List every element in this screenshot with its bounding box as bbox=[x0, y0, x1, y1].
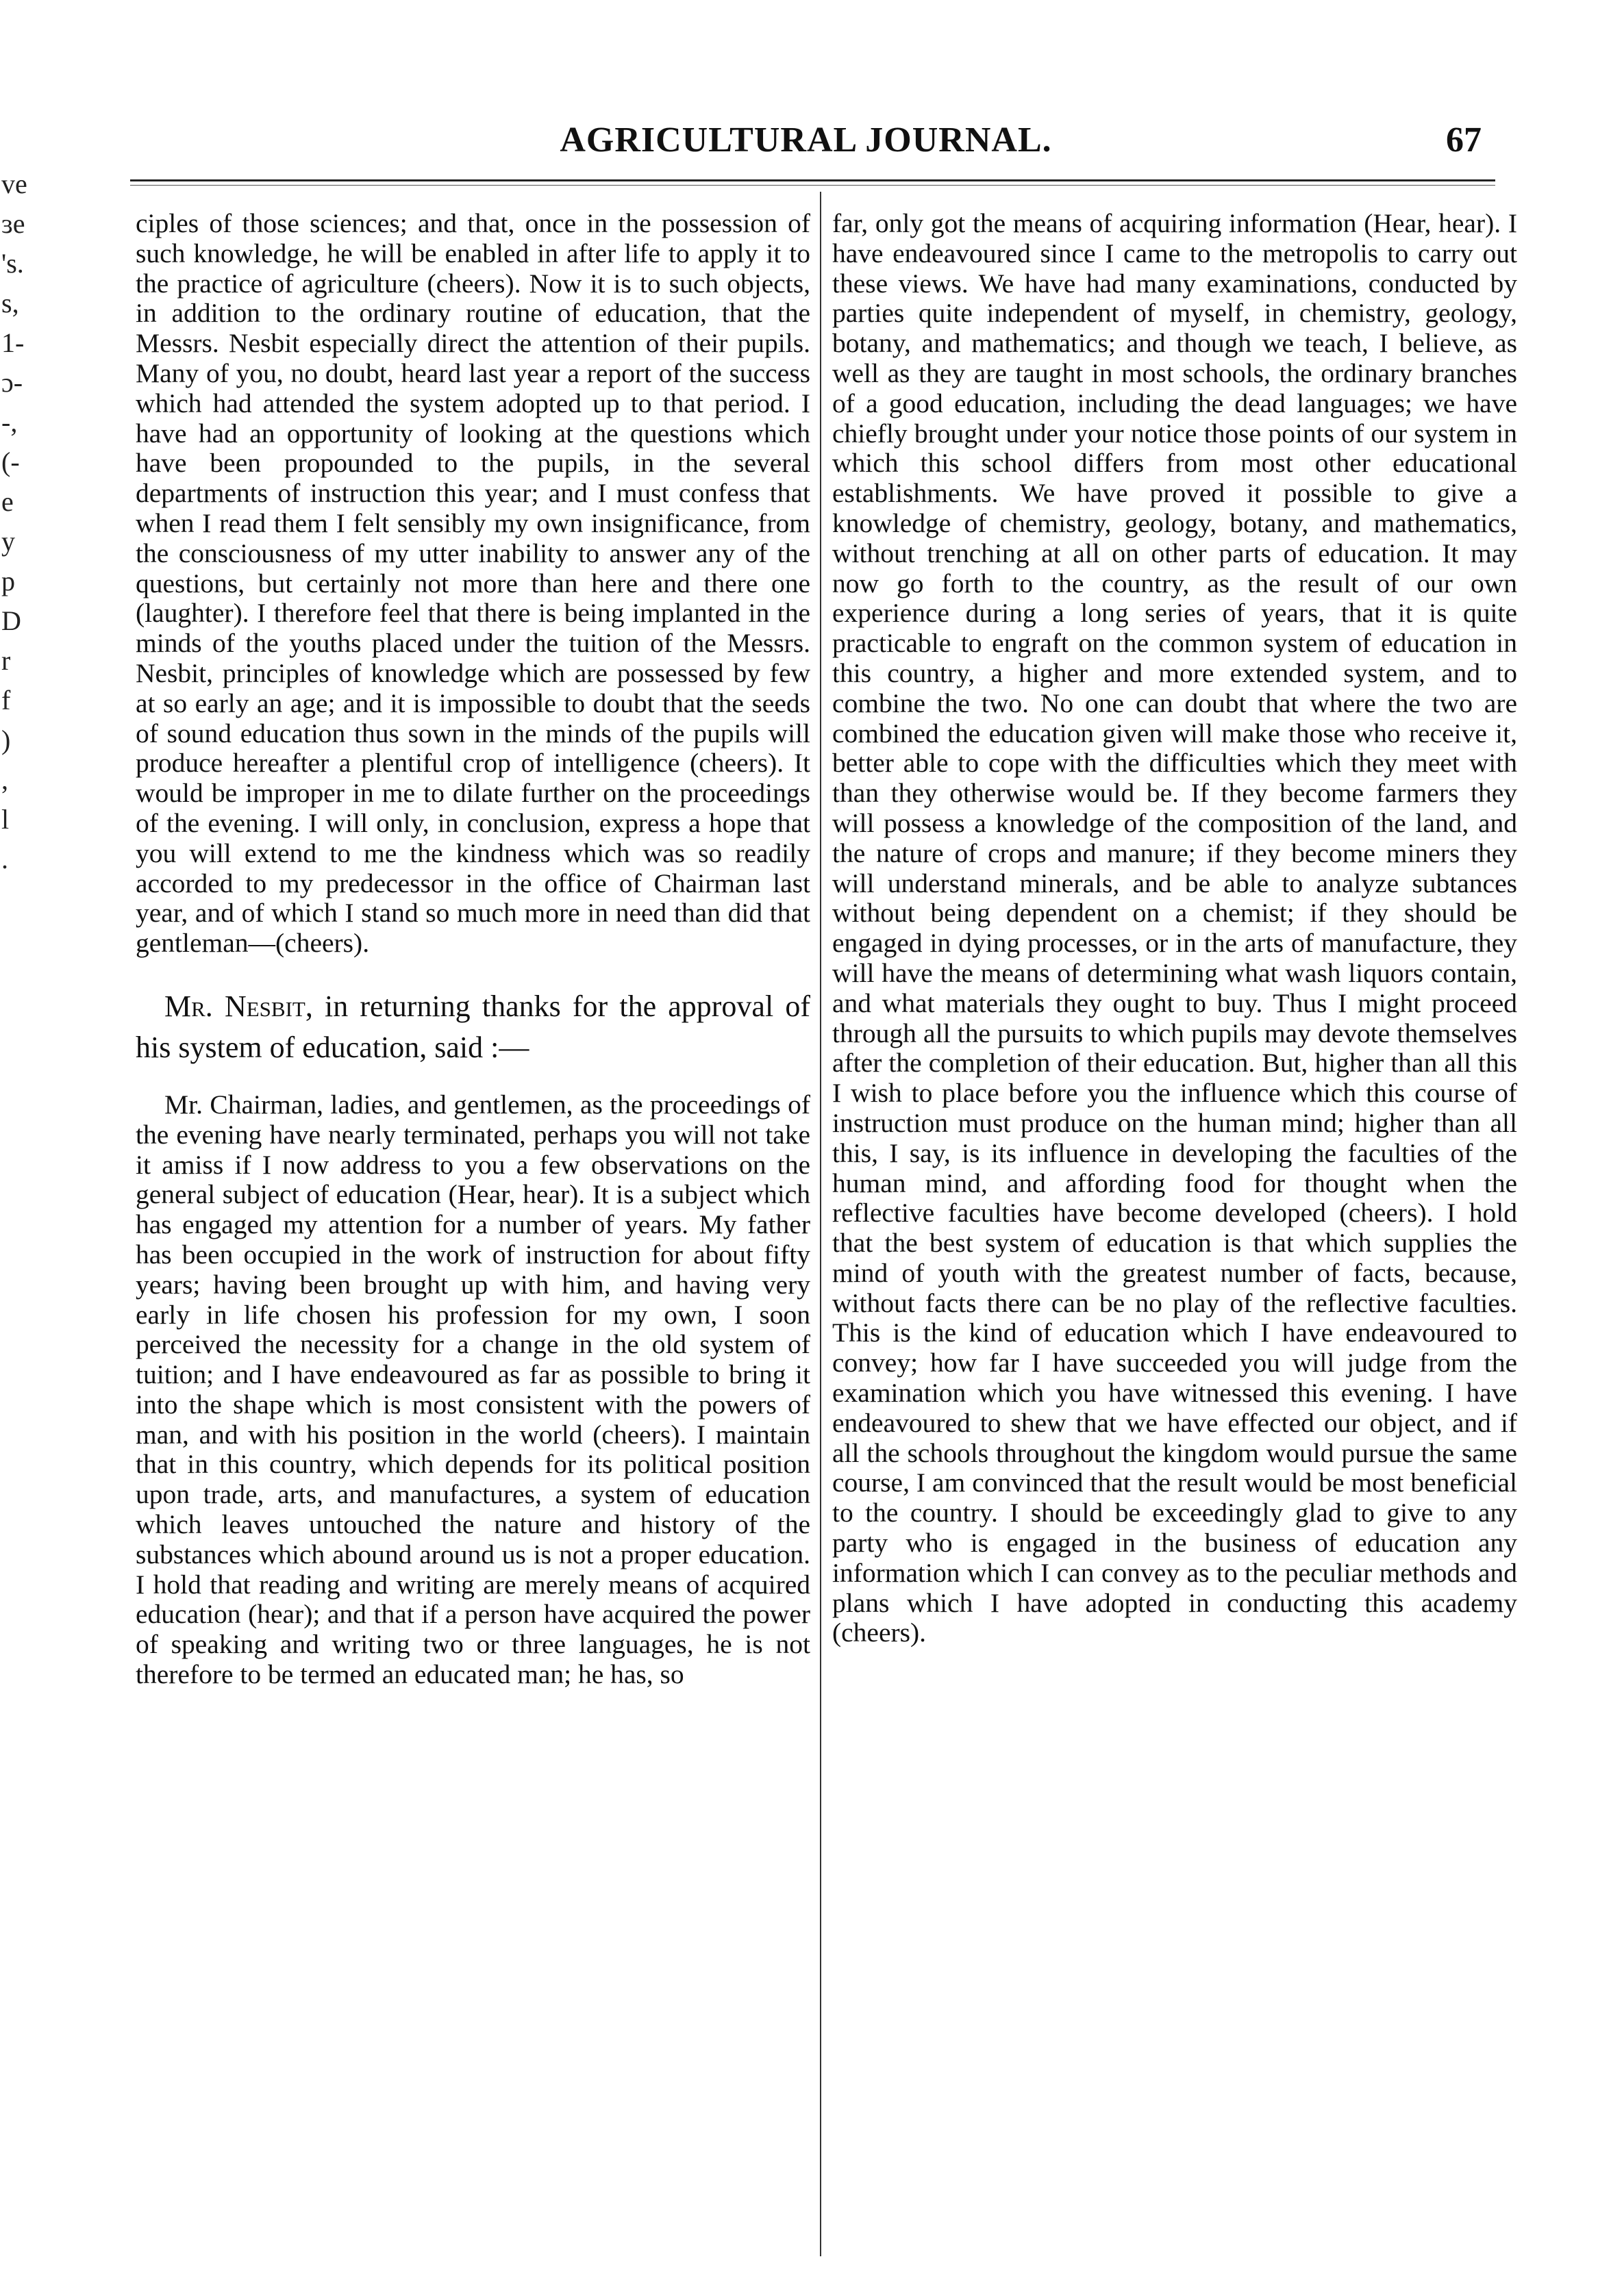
margin-fragment: ɜe bbox=[1, 208, 25, 239]
header-rule-thin bbox=[130, 185, 1495, 186]
margin-fragment: 1- bbox=[1, 327, 25, 358]
right-column bbox=[832, 209, 1517, 2253]
header-rule bbox=[130, 179, 1495, 181]
margin-fragment: -, bbox=[1, 407, 18, 438]
margin-fragment: ɔ- bbox=[1, 367, 23, 398]
margin-fragment: r bbox=[1, 645, 11, 676]
running-header bbox=[130, 120, 1482, 168]
speaker-name: Mr. Nesbit, bbox=[164, 989, 313, 1023]
speech-heading bbox=[136, 986, 810, 1068]
margin-fragment: ve bbox=[1, 168, 27, 199]
margin-fragment: . bbox=[1, 844, 8, 874]
margin-fragment: ) bbox=[1, 724, 11, 755]
margin-fragment: 's. bbox=[1, 248, 24, 279]
margin-fragment: s, bbox=[1, 288, 19, 318]
body-paragraph: Mr. Chairman, ladies, and gentlemen, as the proceedings of the evening have nearly terminated, perhaps you will not take it amiss if I now address to you a few observations on the general subject of education (Hear, hear). It is a subject which has engaged my attention for a number of years. My father has been occupied in the work of instruction for about fifty years; having been brought up with him, and having very early in life chosen his profession for my own, I soon perceived the necessity for a change in the old system of tuition; and I have endeavoured as far as possible to bring it into the shape which is most consistent with the powers of man, and with his position in the world (cheers). I maintain that in this country, which depends for its political position upon trade, arts, and manufactures, a system of education which leaves untouched the nature and history of the substances which abound around us is not a proper education. I hold that reading and writing are merely means of acquired education (hear); and that if a person have acquired the power of speaking and writing two or three languages, he is not therefore to be termed an educated man; he has, so bbox=[136, 1089, 810, 1690]
body-paragraph: ciples of those sciences; and that, once in the possession of such knowledge, he will be enabled in after life to apply it to the practice of agriculture (cheers). Now it is to such objects, in addition to the ordinary routine of education, that the Messrs. Nesbit especially direct the attention of their pupils. Many of you, no doubt, heard last year a report of the success which had attended the system adopted up to that period. I have had an opportunity of looking at the questions which have been propounded to the pupils, in the several departments of instruction this year; and I must confess that when I read them I felt sensibly my own insignificance, from the consciousness of my utter inability to answer any of the questions, but certainly not more than here and there one (laughter). I therefore feel that there is being implanted in the minds of the youths placed under the tuition of the Messrs. Nesbit, principles of knowledge which are possessed by few at so early an age; and it is impossible to doubt that the seeds of sound education thus sown in the minds of the pupils will produce hereafter a plentiful crop of intelligence (cheers). It would be improper in me to dilate further on the proceedings of the evening. I will only, in conclusion, express a hope that you will extend to me the kindness which was so readily accorded to my predecessor in the office of Chairman last year, and of which I stand so much more in need than did that gentleman—(cheers). bbox=[136, 209, 810, 959]
margin-fragment: p bbox=[1, 566, 15, 596]
margin-fragment: , bbox=[1, 764, 8, 795]
margin-bleed-text bbox=[1, 164, 29, 879]
column-divider bbox=[820, 192, 821, 2256]
margin-fragment: y bbox=[1, 526, 15, 557]
speech-heading-text: in returning thanks for the approval of his system of education, said :— bbox=[136, 989, 810, 1064]
margin-fragment: D bbox=[1, 605, 21, 636]
margin-fragment: (- bbox=[1, 446, 20, 477]
margin-fragment: f bbox=[1, 685, 11, 716]
journal-title: AGRICULTURAL JOURNAL. bbox=[560, 121, 1052, 160]
margin-fragment: l bbox=[1, 804, 10, 835]
body-paragraph: far, only got the means of acquiring information (Hear, hear). I have endeavoured since I came to the metropolis to carry out these views. We have had many examinations, conducted by parties quite independent of myself, in chemistry, geology, botany, and mathematics; and though we teach, I believe, as well as they are taught in most schools, the ordinary branches of a good education, including the dead languages; we have chiefly brought under your notice those points of our system in which this school differs from most other educational establishments. We have proved it possible to give a knowledge of chemistry, geology, botany, and mathematics, without trenching at all on other parts of education. It may now go forth to the country, as the result of our own experience during a long series of years, that it is quite practicable to engraft on the common system of education in this country, a higher and more extended system, and to combine the two. No one can doubt that where the two are combined the education given will make those who receive it, better able to cope with the difficulties which they meet with than they otherwise would be. If they become farmers they will possess a knowledge of the composition of the land, and the nature of crops and manure; if they become miners they will understand minerals, and be able to analyze subtances without being dependent on a chemist; if they should be engaged in dying processes, or in the arts of manufacture, they will have the means of determining what wash liquors contain, and what materials they ought to buy. Thus I might proceed through all the pursuits to which pupils may devote themselves after the completion of their education. But, higher than all this I wish to place before you the influence which this course of instruction must produce on the human mind; higher than all this, I say, is its influence in developing the faculties of the human mind, and affording food for thought when the reflective faculties have become developed (cheers). I hold that the best system of education is that which supplies the mind of youth with the greatest number of facts, because, without facts there can be no play of the reflective faculties. This is the kind of education which I have endeavoured to convey; how far I have succeeded you will judge from the examination which you have witnessed this evening. I have endeavoured to shew that we have effected our object, and if all the schools throughout the kingdom would pursue the same course, I am convinced that the result would be most beneficial to the country. I should be exceedingly glad to give to any party who is engaged in the business of education any information which I can convey as to the peculiar methods and plans which I have adopted in conducting this academy (cheers). bbox=[832, 209, 1517, 1648]
left-column bbox=[136, 209, 810, 2253]
margin-fragment: e bbox=[1, 486, 14, 517]
page-number: 67 bbox=[1446, 121, 1482, 160]
